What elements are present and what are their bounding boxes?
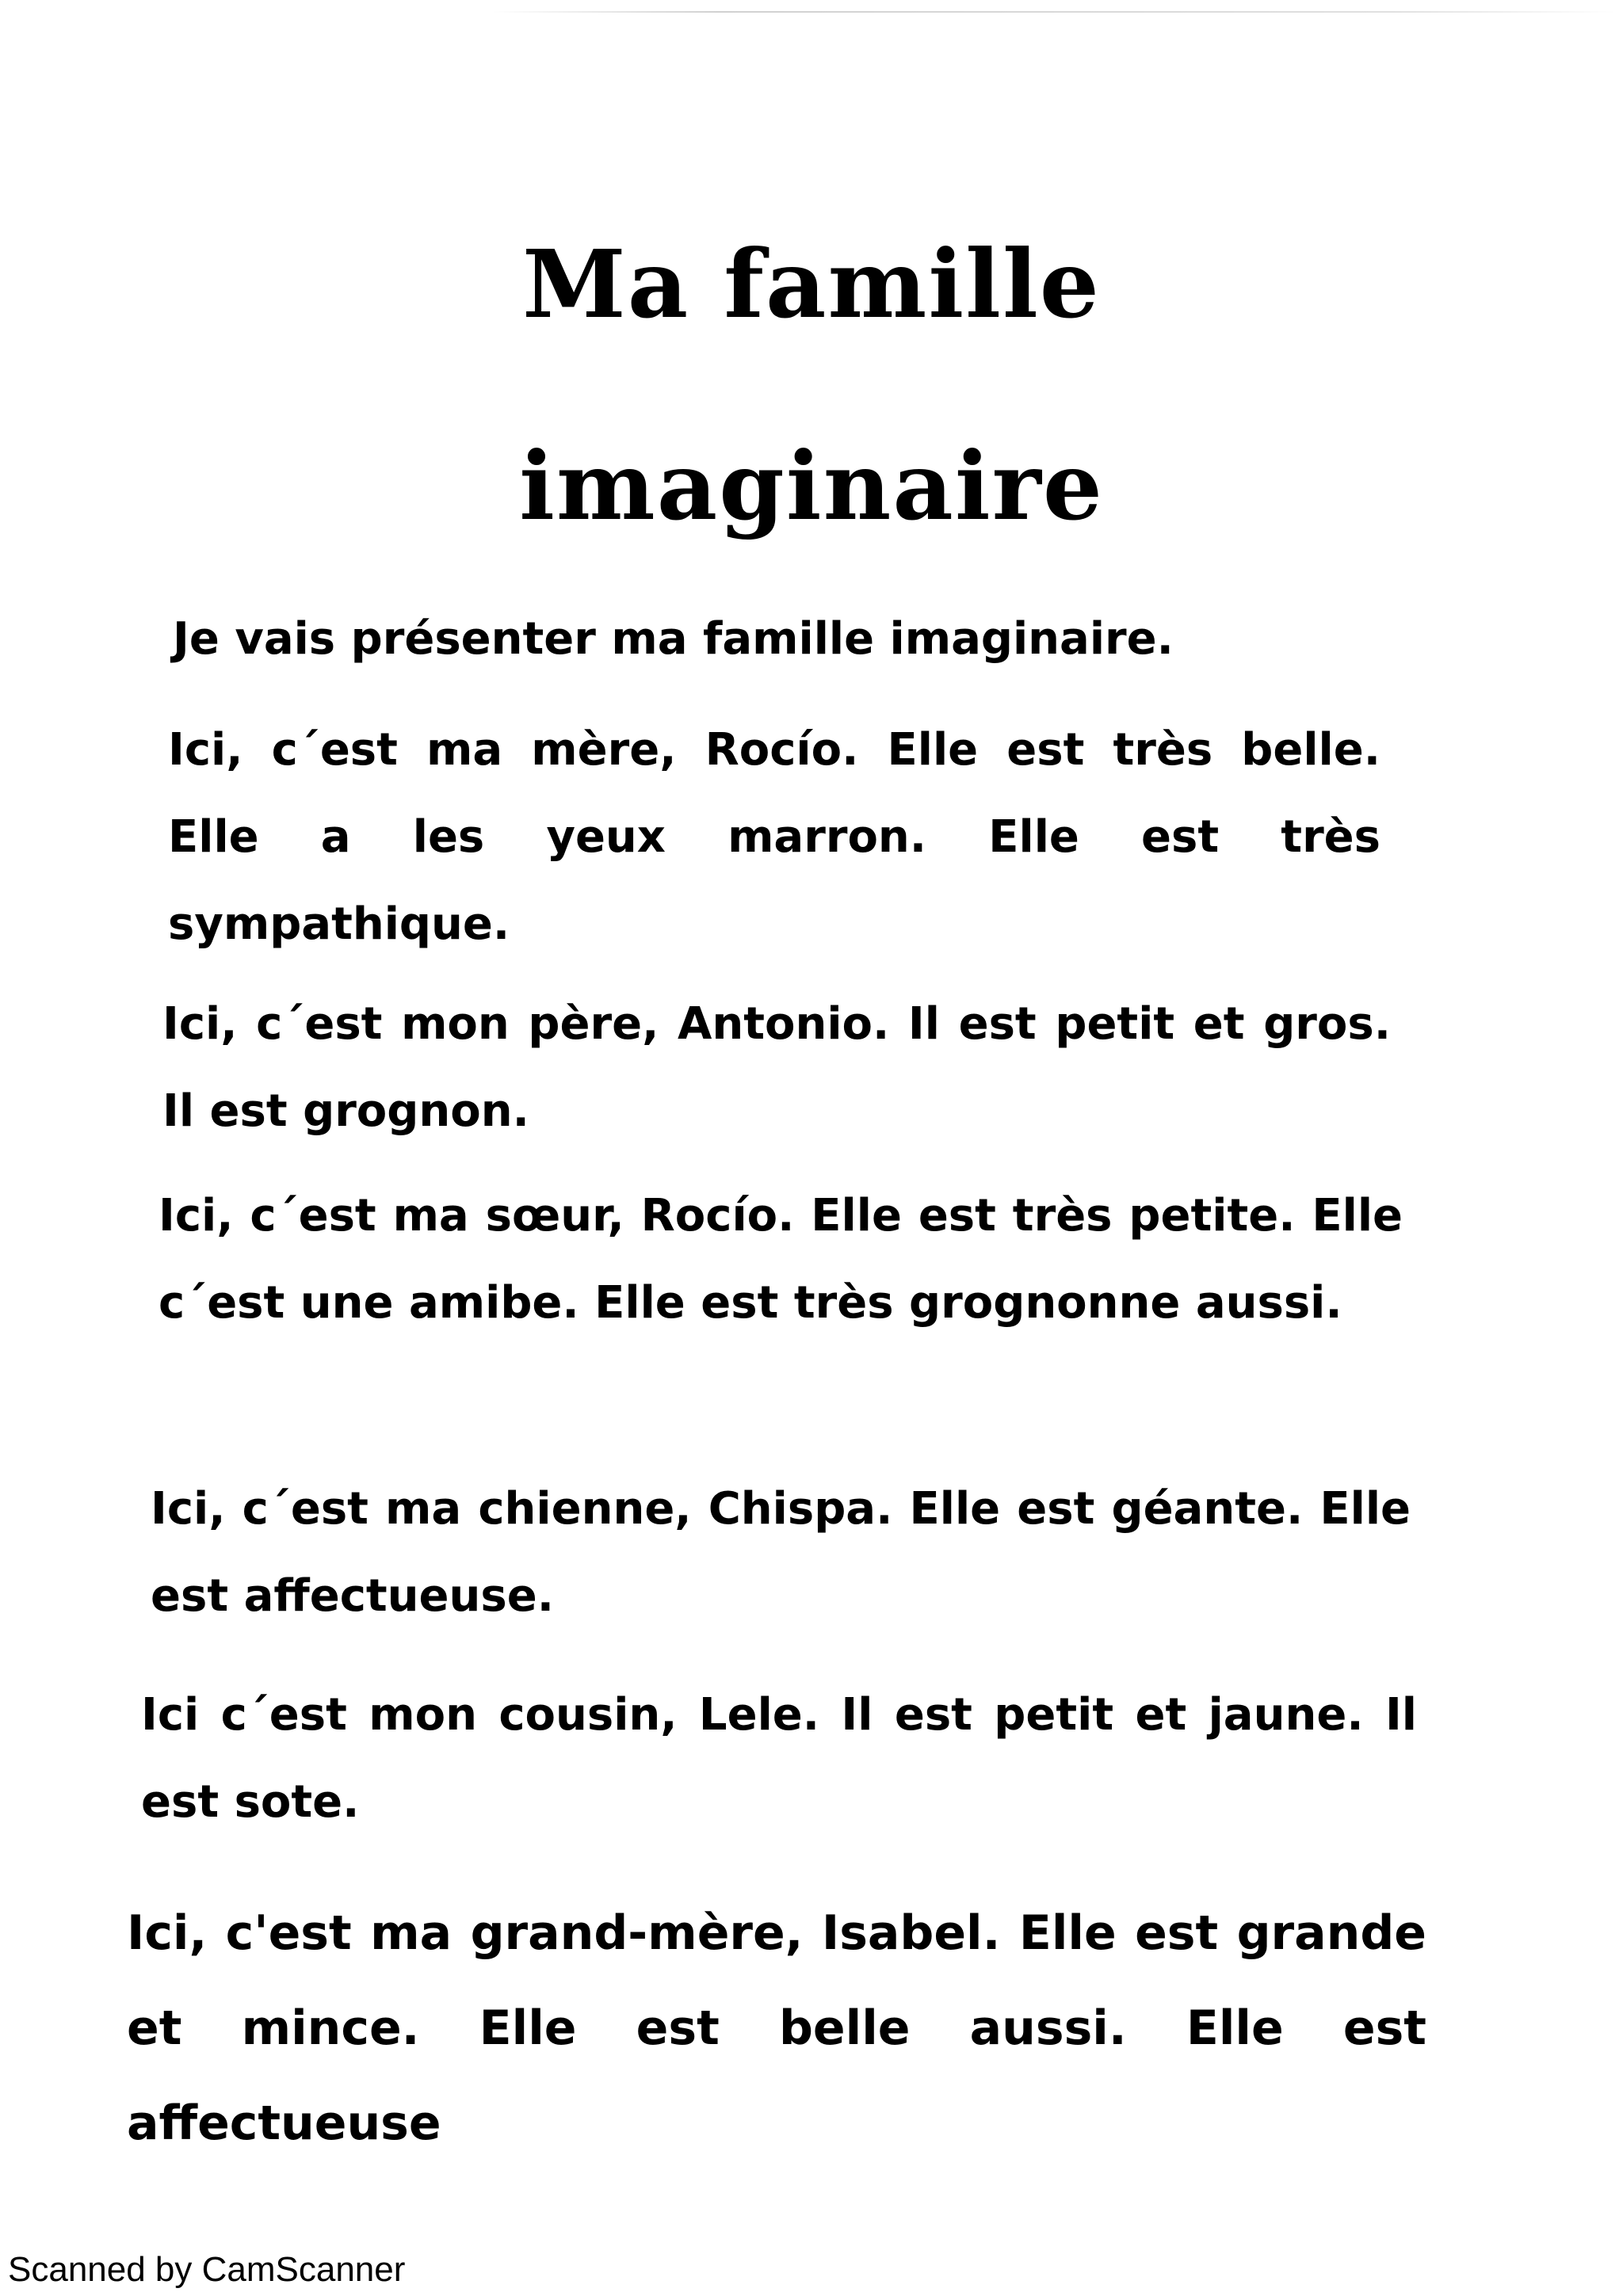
paragraph-mother: Ici, c´est ma mère, Rocío. Elle est très belle. Elle a les yeux marron. Elle est très sympathique. xyxy=(168,724,1381,950)
document-title-line-1: Ma famille xyxy=(522,229,1101,339)
paragraph-intro: Je vais présenter ma famille imaginaire. xyxy=(173,613,1174,665)
paragraph-grandmother: Ici, c'est ma grand-mère, Isabel. Elle est grande et mince. Elle est belle aussi. Elle est affectueuse xyxy=(127,1905,1426,2151)
paragraph-father: Ici, c´est mon père, Antonio. Il est petit et gros. Il est grognon. xyxy=(162,998,1391,1137)
paragraph-cousin: Ici c´est mon cousin, Lele. Il est petit et jaune. Il est sote. xyxy=(141,1689,1417,1828)
scan-artifact-line xyxy=(491,11,1617,13)
paragraph-dog: Ici, c´est ma chienne, Chispa. Elle est géante. Elle est affectueuse. xyxy=(151,1483,1411,1622)
document-title-line-2: imaginaire xyxy=(519,431,1104,541)
paragraph-sister: Ici, c´est ma sœur, Rocío. Elle est très petite. Elle c´est une amibe. Elle est très grognonne aussi. xyxy=(158,1190,1403,1329)
scanner-watermark: Scanned by CamScanner xyxy=(8,2250,406,2289)
